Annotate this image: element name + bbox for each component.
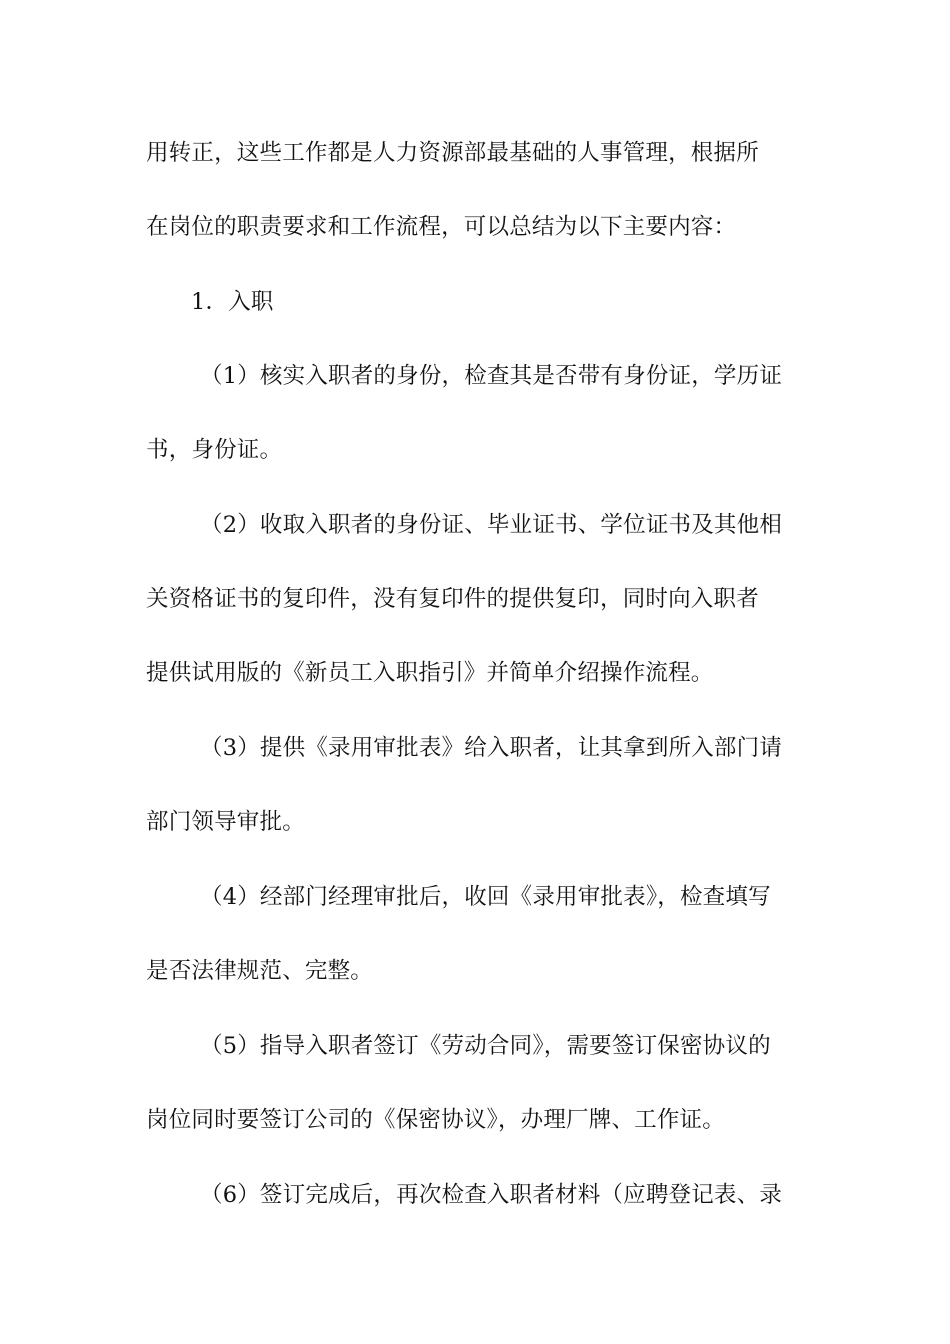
list-item-line: 部门领导审批。 [146, 809, 305, 835]
list-item-line: （5）指导入职者签订《劳动合同》，需要签订保密协议的 [200, 1033, 771, 1059]
list-item-line: 是否法律规范、完整。 [146, 958, 374, 984]
section-heading: 1．入职 [191, 289, 274, 315]
list-item-line: （2）收取入职者的身份证、毕业证书、学位证书及其他相 [200, 512, 783, 538]
paragraph-line: 用转正，这些工作都是人力资源部最基础的人事管理，根据所 [146, 140, 759, 166]
list-item-line: （3）提供《录用审批表》给入职者，让其拿到所入部门请 [200, 735, 783, 761]
list-item-line: 提供试用版的《新员工入职指引》并简单介绍操作流程。 [146, 660, 714, 686]
paragraph-line: 在岗位的职责要求和工作流程，可以总结为以下主要内容： [146, 214, 737, 240]
list-item-line: （4）经部门经理审批后，收回《录用审批表》，检查填写 [200, 884, 771, 910]
list-item-line: 书，身份证。 [146, 437, 283, 463]
list-item-line: 岗位同时要签订公司的《保密协议》，办理厂牌、工作证。 [146, 1107, 725, 1133]
list-item-line: （1）核实入职者的身份，检查其是否带有身份证，学历证 [200, 363, 783, 389]
list-item-line: （6）签订完成后，再次检查入职者材料（应聘登记表、录 [200, 1182, 783, 1208]
list-item-line: 关资格证书的复印件，没有复印件的提供复印，同时向入职者 [146, 586, 759, 612]
